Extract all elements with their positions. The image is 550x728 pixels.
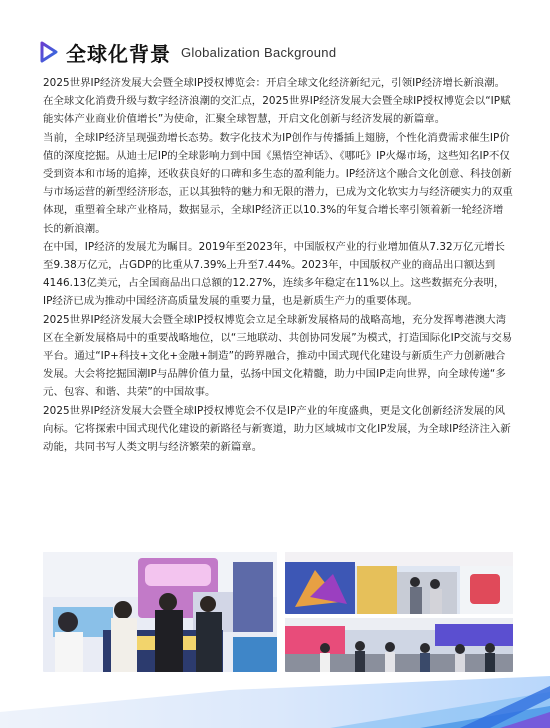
- paragraph-1: 2025世界IP经济发展大会暨全球IP授权博览会：开启全球文化经济新纪元，引领IP经济增长新浪潮。: [43, 77, 506, 89]
- paragraph-4: 在中国，IP经济的发展尤为瞩目。2019年至2023年，中国版权产业的行业增加值从7.32万亿元增长至9.38万亿元，占GDP的比重从7.39%上升至7.44%。2023年，中国版权产业的商品出口额达到4146.13亿美元，占全国商品出口总额的12.27%，连续多年稳定在11%以上。这些数据充分表明，IP经济已成为推动中国经济高质量发展的重要力量，也是新质生产力的重要体现。: [43, 240, 505, 308]
- paragraph-6: 2025世界IP经济发展大会暨全球IP授权博览会不仅是IP产业的年度盛典，更是文化创新经济发展的风向标。它将探索中国式现代化建设的新路径与新赛道，助力区域城市文化IP发展，为全球IP经济注入新动能，共同书写人类文明与经济繁荣的新篇章。: [43, 404, 511, 454]
- section-header: [40, 38, 336, 66]
- photo-gallery: [43, 552, 513, 672]
- footer-decoration: [0, 672, 550, 728]
- paragraph-5: 2025世界IP经济发展大会暨全球IP授权博览会立足全球新发展格局的战略高地，充分发挥粤港澳大湾区在全新发展格局中的重要战略地位，以“三地联动、共创协同发展”为模式，打造国际化IP交流与交易平台。通过“IP+科技+文化+金融+制造”的跨界融合，推动中国式现代化建设与新质生产力创新融合发展。大会将挖掘国潮IP与品牌价值力量，弘扬中国文化精髓，助力中国IP走向世界，向全球传递“多元、包容、和谐、共荣”的中国故事。: [43, 313, 513, 399]
- crowd-hall-photo: [285, 618, 513, 672]
- exhibition-booth-photo: [43, 552, 277, 672]
- paragraph-2: 在全球文化消费升级与数字经济浪潮的交汇点，2025世界IP经济发展大会暨全球IP授权博览会以“IP赋能实体产业商业价值增长”为使命，汇聚全球智慧，开启文化创新与经济发展的新篇章。: [43, 95, 511, 126]
- play-triangle-icon: [40, 41, 58, 63]
- paragraph-3: 当前，全球IP经济呈现强劲增长态势。数字化技术为IP创作与传播插上翅膀，个性化消费需求催生IP价值的深度挖掘。从迪士尼IP的全球影响力到中国《黑悟空神话》、《哪吒》IP火爆市场，这些知名IP不仅受到资本和市场的追捧，还收获良好的口碑和多生态的盈利能力。IP经济这个融合文化创意、科技创新与市场运营的新型经济形态，正以其独特的魅力和无限的潜力，已成为文化软实力与经济硬实力的双重体现，重塑着全球产业格局，数据显示，全球IP经济正以10.3%的年复合增长率引领着新一轮经济增长的新浪潮。: [43, 131, 513, 235]
- section-title-english: Globalization Background: [181, 44, 337, 60]
- section-title: 全球化背景: [66, 41, 171, 66]
- toy-display-photo: [285, 552, 513, 614]
- body-text: [43, 74, 513, 456]
